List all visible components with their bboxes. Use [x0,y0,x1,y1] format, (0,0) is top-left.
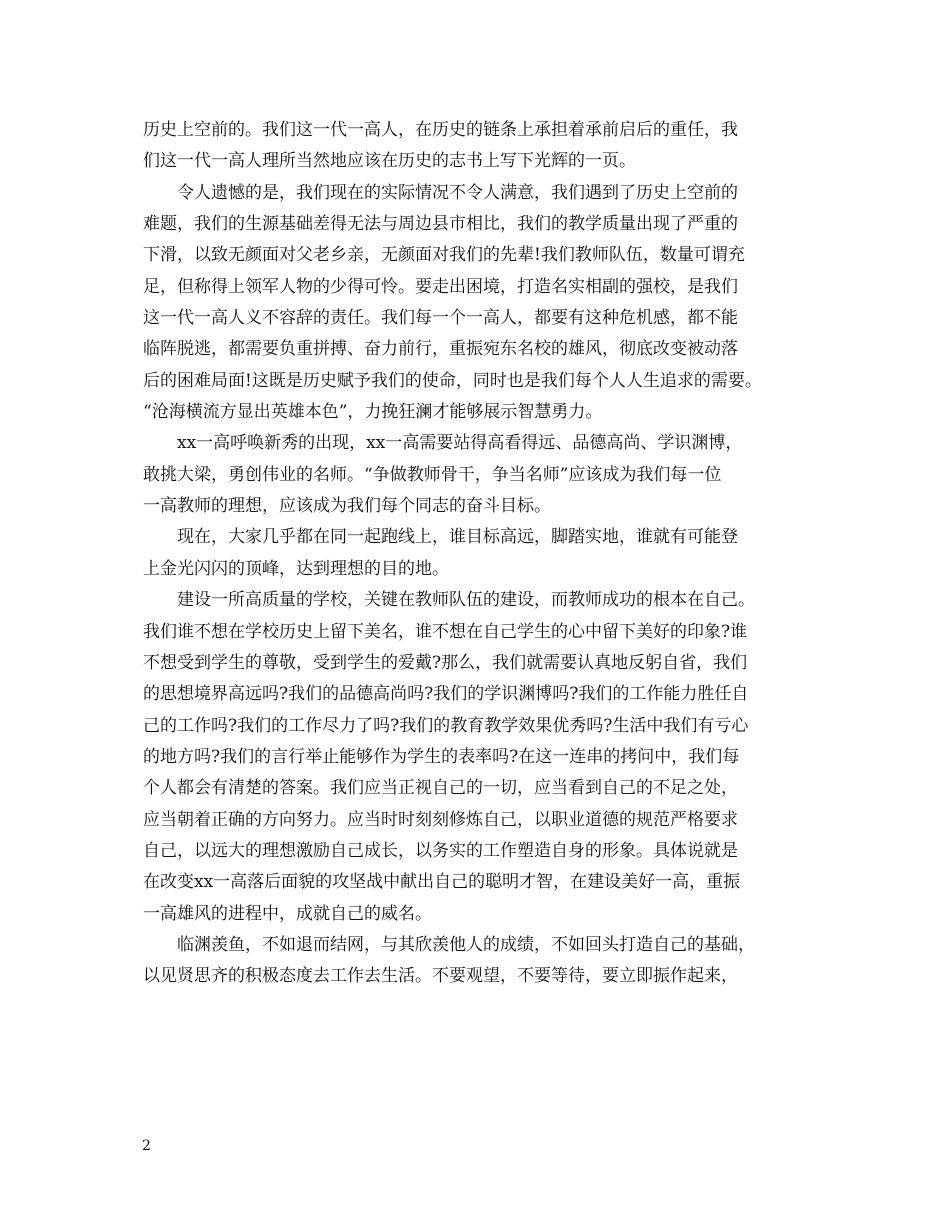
text-line: xx一高呼唤新秀的出现，xx一高需要站得高看得远、品德高尚、学识渊博， [177,433,743,454]
text-line: 的思想境界高远吗?我们的品德高尚吗?我们的学识渊博吗?我们的工作能力胜任自 [143,684,749,705]
text-line: 难题，我们的生源基础差得无法与周边县市相比，我们的教学质量出现了严重的 [143,214,738,235]
text-line: 建设一所高质量的学校，关键在教师队伍的建设，而教师成功的根本在自己。 [177,590,755,611]
page-number: 2 [142,1138,151,1154]
text-line: 应当朝着正确的方向努力。应当时时刻刻修炼自己，以职业道德的规范严格要求 [143,809,738,830]
text-line: 己的工作吗?我们的工作尽力了吗?我们的教育教学效果优秀吗?生活中我们有亏心 [143,715,749,736]
text-line: 以见贤思齐的积极态度去工作去生活。不要观望，不要等待，要立即振作起来， [143,966,738,987]
text-line: 个人都会有清楚的答案。我们应当正视自己的一切，应当看到自己的不足之处， [143,778,738,799]
text-line: 后的困难局面!这既是历史赋予我们的使命，同时也是我们每个人人生追求的需要。 [143,370,762,391]
text-line: 现在，大家几乎都在同一起跑线上，谁目标高远，脚踏实地，谁就有可能登 [177,527,738,548]
text-line: 足，但称得上领军人物的少得可怜。要走出困境，打造名实相副的强校，是我们 [143,276,738,297]
text-line: “沧海横流方显出英雄本色”，力挽狂澜才能够展示智慧勇力。 [143,402,603,423]
text-line: 敢挑大梁，勇创伟业的名师。“争做教师骨干，争当名师”应该成为我们每一位 [143,464,722,485]
text-line: 临渊羡鱼，不如退而结网，与其欣羡他人的成绩，不如回头打造自己的基础， [177,934,755,955]
text-line: 一高教师的理想，应该成为我们每个同志的奋斗目标。 [143,496,551,517]
text-line: 不想受到学生的尊敬，受到学生的爱戴?那么，我们就需要认真地反躬自省，我们 [143,652,748,673]
text-line: 下滑，以致无颜面对父老乡亲，无颜面对我们的先辈!我们教师队伍，数量可谓充 [143,245,745,266]
text-line: 上金光闪闪的顶峰，达到理想的目的地。 [143,558,449,579]
text-line: 们这一代一高人理所当然地应该在历史的志书上写下光辉的一页。 [143,151,636,172]
text-line: 临阵脱逃，都需要负重拼搏、奋力前行，重振宛东名校的雄风，彻底改变被动落 [143,339,738,360]
text-line: 一高雄风的进程中，成就自己的威名。 [143,903,432,924]
document-body [143,115,813,993]
text-line: 令人遗憾的是，我们现在的实际情况不令人满意，我们遇到了历史上空前的 [177,182,738,203]
text-line: 这一代一高人义不容辞的责任。我们每一个一高人，都要有这种危机感，都不能 [143,308,738,329]
text-line: 历史上空前的。我们这一代一高人，在历史的链条上承担着承前启后的重任，我 [143,120,738,140]
text-line: 我们谁不想在学校历史上留下美名，谁不想在自己学生的心中留下美好的印象?谁 [143,621,748,642]
text-line: 自己，以远大的理想激励自己成长，以务实的工作塑造自身的形象。具体说就是 [143,840,738,861]
text-line: 在改变xx一高落后面貌的攻坚战中献出自己的聪明才智，在建设美好一高，重振 [143,872,741,893]
text-line: 的地方吗?我们的言行举止能够作为学生的表率吗?在这一连串的拷问中，我们每 [143,746,740,767]
